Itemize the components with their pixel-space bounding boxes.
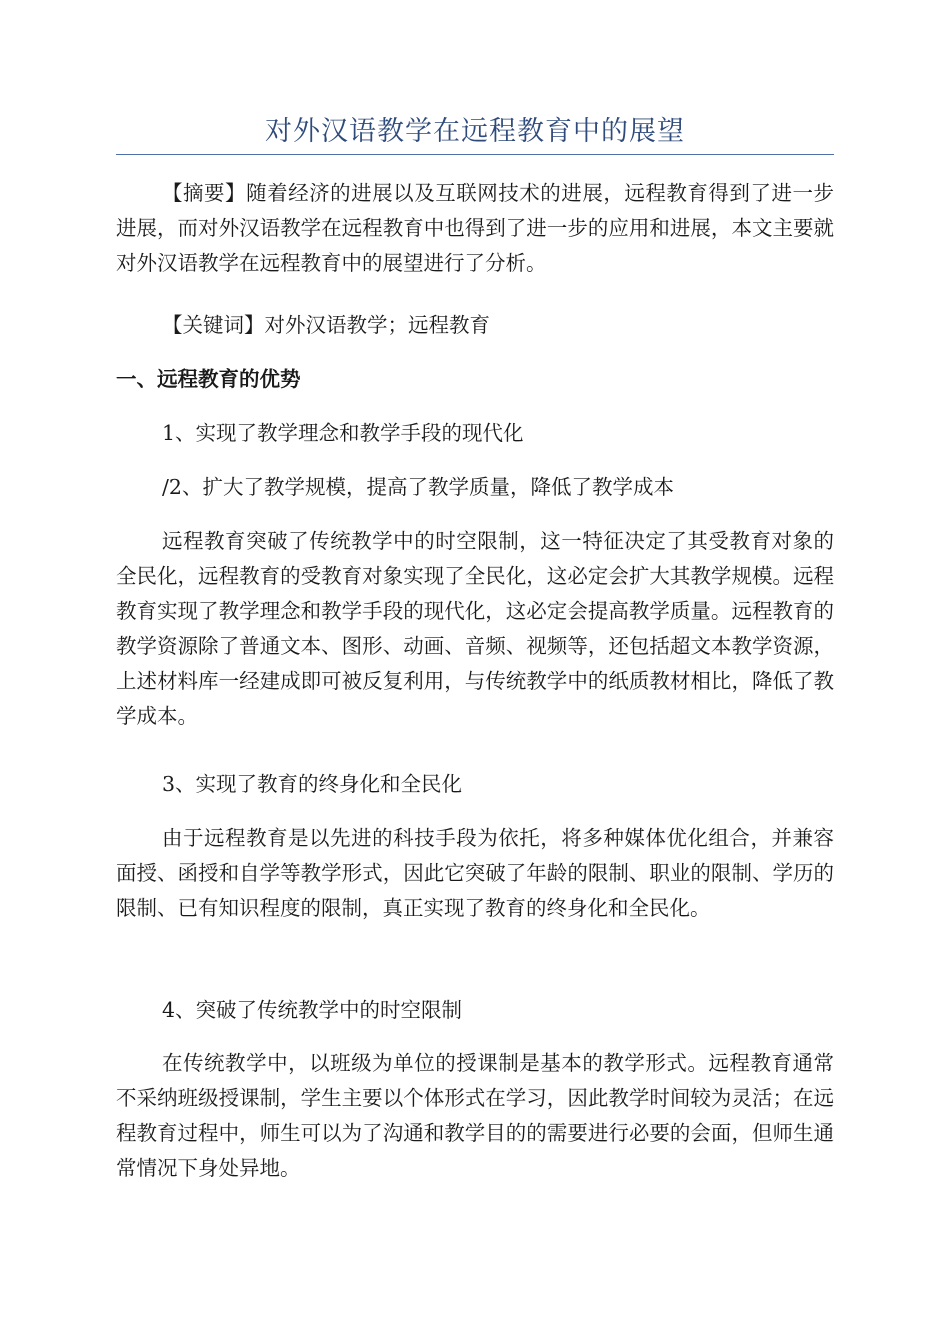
document-title: 对外汉语教学在远程教育中的展望	[265, 116, 685, 147]
body-paragraph-3: 在传统教学中，以班级为单位的授课制是基本的教学形式。远程教育通常不采纳班级授课制，学生主要以个体形式在学习，因此教学时间较为灵活；在远程教育过程中，师生可以为了沟通和教学目的的需要进行必要的会面，但师生通常情况下身处异地。	[116, 1051, 834, 1180]
list-item-4: 4、突破了传统教学中的时空限制	[162, 998, 463, 1022]
abstract-paragraph: 【摘要】随着经济的进展以及互联网技术的进展，远程教育得到了进一步进展，而对外汉语教学在远程教育中也得到了进一步的应用和进展，本文主要就对外汉语教学在远程教育中的展望进行了分析。	[116, 181, 834, 275]
body-paragraph-2: 由于远程教育是以先进的科技手段为依托，将多种媒体优化组合，并兼容面授、函授和自学等教学形式，因此它突破了年龄的限制、职业的限制、学历的限制、已有知识程度的限制，真正实现了教育的终身化和全民化。	[116, 826, 834, 920]
list-item-3: 3、实现了教育的终身化和全民化	[162, 772, 463, 796]
keywords-line: 【关键词】对外汉语教学；远程教育	[162, 313, 490, 337]
section-heading: 一、远程教育的优势	[116, 367, 301, 391]
list-item-1: 1、实现了教学理念和教学手段的现代化	[162, 421, 524, 445]
title-underline	[116, 154, 834, 155]
body-paragraph-1: 远程教育突破了传统教学中的时空限制，这一特征决定了其受教育对象的全民化，远程教育的受教育对象实现了全民化，这必定会扩大其教学规模。远程教育实现了教学理念和教学手段的现代化，这必定会提高教学质量。远程教育的教学资源除了普通文本、图形、动画、音频、视频等，还包括超文本教学资源，上述材料库一经建成即可被反复利用，与传统教学中的纸质教材相比，降低了教学成本。	[116, 529, 834, 728]
list-item-2: /2、扩大了教学规模，提高了教学质量，降低了教学成本	[162, 475, 674, 499]
